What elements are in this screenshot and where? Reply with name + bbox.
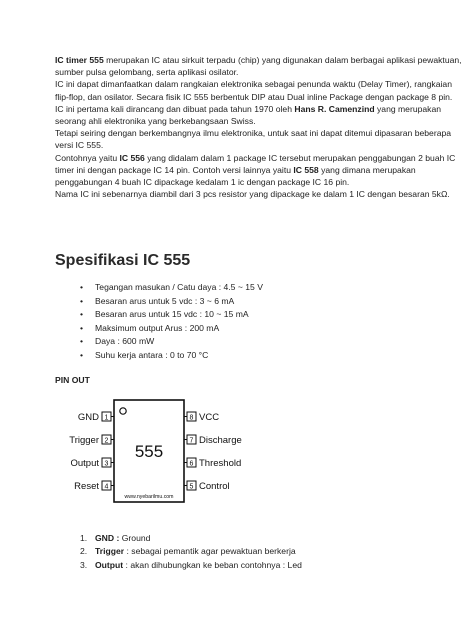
item-label: Trigger <box>95 546 125 557</box>
spec-item: • Daya : 600 mW <box>80 335 263 349</box>
item-number: 2. <box>80 546 88 557</box>
item-text: Ground <box>119 533 151 543</box>
inventor-name: Hans R. Camenzind <box>294 103 375 114</box>
paragraph-1-text: merupakan IC atau sirkuit terpadu (chip) yang digunakan dalam berbagai aplikasi pewaktuan, sumber pulsa gelombang, serta aplikasi osilator. <box>55 55 462 78</box>
pin-number: 7 <box>189 437 194 445</box>
paragraph-6: Nama IC ini sebenarnya diambil dari 3 pcs resistor yang dipackage ke dalam 1 IC dengan besaran 5kΩ. <box>55 189 450 200</box>
pin-right-5 <box>184 481 230 492</box>
term-ic-timer-555: IC timer 555 <box>55 55 104 65</box>
item-label: Output <box>95 559 124 570</box>
spec-list <box>80 281 263 363</box>
pin-number: 6 <box>189 460 194 468</box>
paragraph-4: Tetapi seiring dengan berkembangnya ilmu elektronika, untuk saat ini dapat ditemui dipasaran beberapa versi IC 555. <box>55 128 452 151</box>
spec-item: • Suhu kerja antara : 0 to 70 °C <box>80 349 263 363</box>
spec-item: • Besaran arus untuk 5 vdc : 3 ~ 6 mA <box>80 295 263 309</box>
paragraph-5-c: yang dimana merupakan penggabungan 4 buah IC dipackage kedalam 1 ic dengan package IC 16 pin. <box>55 164 416 188</box>
pin-number: 1 <box>104 414 109 422</box>
item-text: : sebagai pemantik agar pewaktuan berkerja <box>124 546 296 557</box>
pin-left-3 <box>70 458 114 469</box>
pin-description-item <box>80 532 302 545</box>
item-text: : akan dihubungkan ke beban contohnya : Led <box>123 559 302 570</box>
paragraph-5-a: Contohnya yaitu <box>55 152 120 163</box>
paragraph-2: IC ini dapat dimanfaatkan dalam rangkaian elektronika sebagai penunda waktu (Delay Timer), rangkaian flip-flop, dan osilator. Secara fisik IC 555 berbentuk DIP atau Dual inline Package dengan package 8 pin. <box>55 79 453 102</box>
item-number: 1. <box>80 533 88 543</box>
spec-item: • Besaran arus untuk 15 vdc : 10 ~ 15 mA <box>80 308 263 322</box>
pin-name: Output <box>70 458 99 469</box>
pin-number: 8 <box>189 414 194 422</box>
pin-number: 2 <box>104 437 109 445</box>
pin-name: Threshold <box>199 458 242 469</box>
pin-left-4 <box>74 481 114 492</box>
pin-description-item <box>80 559 302 572</box>
pin-left-2 <box>69 435 114 446</box>
intro-text <box>55 54 465 200</box>
pin-name: Discharge <box>199 435 242 446</box>
pin-right-8 <box>184 412 219 423</box>
pin-number: 5 <box>189 483 194 491</box>
paragraph-5-b: yang didalam dalam 1 package IC tersebut merupakan penggabungan 2 buah IC timer ini dengan package IC 14 pin. Contoh versi lainnya yaitu <box>55 152 456 175</box>
paragraph-3 <box>55 103 465 127</box>
pin-name: Trigger <box>69 435 99 446</box>
paragraph-3-text: IC ini pertama kali dirancang dan dibuat pada tahun 1970 oleh <box>55 103 295 114</box>
pin-number: 3 <box>104 460 109 468</box>
pin-left-1 <box>78 412 114 423</box>
spec-item: • Tegangan masukan / Catu daya : 4.5 ~ 15 V <box>80 281 263 295</box>
pinout-title: PIN OUT <box>55 375 90 385</box>
paragraph-3-rest: yang merupakan seorang ahli elektronika yang berkebangsaan Swiss. <box>55 103 442 127</box>
spec-heading: Spesifikasi IC 555 <box>55 252 191 269</box>
pin-number: 4 <box>104 483 109 491</box>
pin-name: VCC <box>199 412 220 423</box>
pin-name: GND <box>77 412 99 423</box>
spec-item: • Maksimum output Arus : 200 mA <box>80 322 263 336</box>
ic-555-pinout-diagram <box>60 398 260 510</box>
watermark: www.nyebarilmu.com <box>124 494 174 500</box>
pin-name: Reset <box>74 481 99 492</box>
pin-description-item <box>80 545 302 558</box>
pin-description-list <box>80 532 302 572</box>
paragraph-5 <box>55 152 465 189</box>
item-number: 3. <box>80 559 88 570</box>
pin-name: Control <box>199 481 230 492</box>
term-ic-556: IC 556 <box>119 152 145 163</box>
chip-label: 555 <box>134 442 164 461</box>
item-label: GND : <box>95 533 120 543</box>
paragraph-1 <box>55 54 465 78</box>
pin-right-6 <box>184 458 241 469</box>
term-ic-558: IC 558 <box>293 164 319 175</box>
pin-right-7 <box>184 435 242 446</box>
